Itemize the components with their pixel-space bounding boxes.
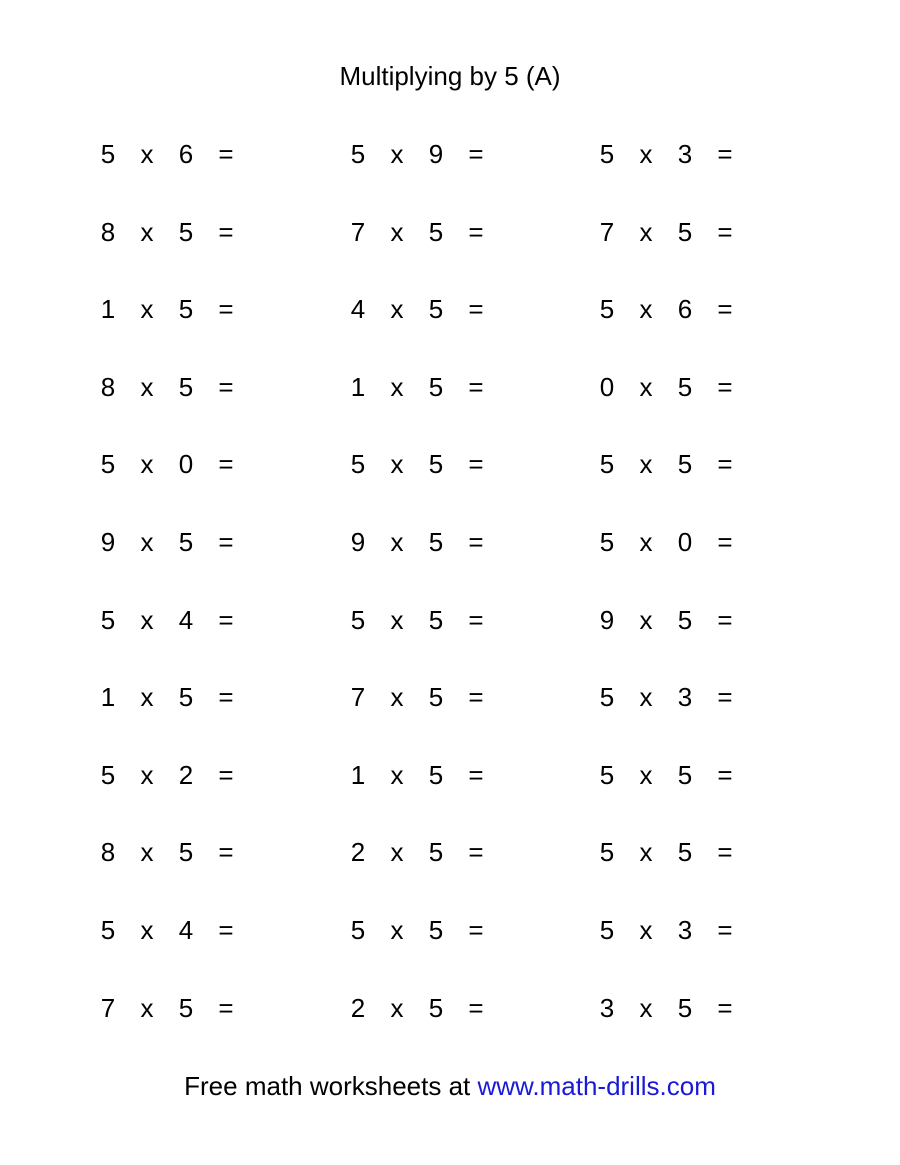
operand-b: 5 bbox=[178, 371, 194, 402]
equals-sign: = bbox=[218, 682, 234, 713]
operand-b: 0 bbox=[677, 526, 693, 557]
equals-sign: = bbox=[468, 139, 484, 169]
operand-b: 5 bbox=[178, 216, 194, 247]
operand-b: 6 bbox=[677, 294, 693, 325]
operand-b: 5 bbox=[428, 449, 444, 480]
operand-a: 2 bbox=[350, 992, 366, 1023]
equals-sign: = bbox=[218, 526, 234, 557]
operand-a: 2 bbox=[350, 837, 366, 868]
operator: x bbox=[390, 914, 404, 945]
operator: x bbox=[140, 914, 154, 945]
operator: x bbox=[140, 682, 154, 713]
equals-sign: = bbox=[468, 371, 484, 402]
operand-b: 5 bbox=[677, 371, 693, 402]
operand-a: 9 bbox=[100, 526, 116, 557]
operand-b: 3 bbox=[677, 914, 693, 945]
operator: x bbox=[639, 604, 653, 635]
operand-a: 9 bbox=[350, 526, 366, 557]
operator: x bbox=[390, 371, 404, 402]
operator: x bbox=[140, 526, 154, 557]
operator: x bbox=[390, 139, 404, 169]
equals-sign: = bbox=[717, 914, 733, 945]
operator: x bbox=[390, 449, 404, 480]
operator: x bbox=[639, 139, 653, 169]
equals-sign: = bbox=[468, 837, 484, 868]
footer-link[interactable]: www.math-drills.com bbox=[477, 1071, 716, 1101]
worksheet-title: Multiplying by 5 (A) bbox=[339, 61, 561, 91]
operand-b: 5 bbox=[428, 526, 444, 557]
equals-sign: = bbox=[218, 216, 234, 247]
operator: x bbox=[639, 449, 653, 480]
equals-sign: = bbox=[468, 914, 484, 945]
operand-b: 5 bbox=[428, 371, 444, 402]
equals-sign: = bbox=[717, 294, 733, 325]
equals-sign: = bbox=[468, 449, 484, 480]
operand-b: 5 bbox=[428, 759, 444, 790]
equals-sign: = bbox=[717, 139, 733, 169]
operand-b: 5 bbox=[178, 294, 194, 325]
equals-sign: = bbox=[717, 449, 733, 480]
operator: x bbox=[140, 294, 154, 325]
operand-a: 1 bbox=[100, 294, 116, 325]
operand-b: 5 bbox=[428, 914, 444, 945]
operand-a: 5 bbox=[599, 449, 615, 480]
operand-a: 3 bbox=[599, 992, 615, 1023]
operand-b: 5 bbox=[677, 837, 693, 868]
equals-sign: = bbox=[218, 371, 234, 402]
operator: x bbox=[639, 837, 653, 868]
operand-a: 5 bbox=[599, 914, 615, 945]
problem-grid bbox=[0, 136, 900, 1067]
operator: x bbox=[140, 759, 154, 790]
operand-b: 4 bbox=[178, 914, 194, 945]
equals-sign: = bbox=[717, 837, 733, 868]
operator: x bbox=[390, 992, 404, 1023]
problem-row bbox=[0, 602, 900, 680]
operand-b: 5 bbox=[428, 294, 444, 325]
operator: x bbox=[639, 914, 653, 945]
operator: x bbox=[140, 371, 154, 402]
operator: x bbox=[639, 216, 653, 247]
operand-b: 5 bbox=[677, 604, 693, 635]
equals-sign: = bbox=[218, 294, 234, 325]
equals-sign: = bbox=[468, 604, 484, 635]
operator: x bbox=[639, 294, 653, 325]
equals-sign: = bbox=[717, 759, 733, 790]
operator: x bbox=[390, 526, 404, 557]
operand-b: 5 bbox=[178, 526, 194, 557]
operand-b: 2 bbox=[178, 759, 194, 790]
equals-sign: = bbox=[218, 139, 234, 169]
operand-a: 5 bbox=[599, 294, 615, 325]
operand-b: 5 bbox=[428, 682, 444, 713]
operand-a: 0 bbox=[599, 371, 615, 402]
problem-row bbox=[0, 912, 900, 990]
operand-a: 5 bbox=[350, 139, 366, 169]
operand-a: 9 bbox=[599, 604, 615, 635]
equals-sign: = bbox=[218, 837, 234, 868]
operand-b: 5 bbox=[677, 992, 693, 1023]
operand-a: 1 bbox=[100, 682, 116, 713]
operand-a: 8 bbox=[100, 216, 116, 247]
operator: x bbox=[140, 139, 154, 169]
operand-a: 5 bbox=[350, 449, 366, 480]
operand-a: 5 bbox=[100, 604, 116, 635]
operator: x bbox=[390, 216, 404, 247]
operator: x bbox=[639, 371, 653, 402]
operand-a: 7 bbox=[599, 216, 615, 247]
operand-b: 5 bbox=[428, 216, 444, 247]
equals-sign: = bbox=[717, 682, 733, 713]
operand-a: 1 bbox=[350, 759, 366, 790]
operand-a: 5 bbox=[100, 759, 116, 790]
operand-b: 9 bbox=[428, 139, 444, 169]
equals-sign: = bbox=[218, 992, 234, 1023]
equals-sign: = bbox=[468, 294, 484, 325]
operator: x bbox=[140, 604, 154, 635]
operand-a: 5 bbox=[599, 139, 615, 169]
operand-a: 7 bbox=[350, 216, 366, 247]
equals-sign: = bbox=[218, 604, 234, 635]
operand-a: 5 bbox=[599, 759, 615, 790]
operand-a: 8 bbox=[100, 837, 116, 868]
operand-a: 5 bbox=[599, 837, 615, 868]
operator: x bbox=[639, 759, 653, 790]
operator: x bbox=[639, 992, 653, 1023]
equals-sign: = bbox=[218, 449, 234, 480]
footer bbox=[0, 1068, 900, 1104]
operand-a: 5 bbox=[599, 682, 615, 713]
operator: x bbox=[639, 526, 653, 557]
operand-b: 5 bbox=[428, 604, 444, 635]
operator: x bbox=[390, 837, 404, 868]
problem-row bbox=[0, 291, 900, 369]
operand-a: 5 bbox=[350, 914, 366, 945]
operator: x bbox=[390, 682, 404, 713]
operand-a: 5 bbox=[599, 526, 615, 557]
operator: x bbox=[140, 216, 154, 247]
operand-b: 4 bbox=[178, 604, 194, 635]
operator: x bbox=[140, 992, 154, 1023]
equals-sign: = bbox=[717, 526, 733, 557]
operand-a: 5 bbox=[100, 914, 116, 945]
operator: x bbox=[140, 449, 154, 480]
operand-b: 0 bbox=[178, 449, 194, 480]
operand-a: 1 bbox=[350, 371, 366, 402]
problem-row bbox=[0, 679, 900, 757]
problem-row bbox=[0, 214, 900, 292]
operator: x bbox=[390, 759, 404, 790]
equals-sign: = bbox=[717, 992, 733, 1023]
operand-b: 5 bbox=[677, 759, 693, 790]
problem-row bbox=[0, 990, 900, 1068]
operator: x bbox=[390, 604, 404, 635]
operator: x bbox=[390, 294, 404, 325]
operand-b: 5 bbox=[428, 837, 444, 868]
equals-sign: = bbox=[468, 759, 484, 790]
operand-b: 5 bbox=[178, 992, 194, 1023]
operand-b: 5 bbox=[178, 682, 194, 713]
equals-sign: = bbox=[468, 216, 484, 247]
operand-a: 7 bbox=[350, 682, 366, 713]
footer-text: Free math worksheets at bbox=[184, 1071, 478, 1101]
problem-row bbox=[0, 369, 900, 447]
problem-row bbox=[0, 446, 900, 524]
problem-row bbox=[0, 757, 900, 835]
equals-sign: = bbox=[468, 992, 484, 1023]
operand-b: 5 bbox=[677, 216, 693, 247]
equals-sign: = bbox=[218, 914, 234, 945]
operand-b: 5 bbox=[677, 449, 693, 480]
operand-a: 4 bbox=[350, 294, 366, 325]
operand-a: 5 bbox=[100, 449, 116, 480]
operand-b: 5 bbox=[178, 837, 194, 868]
operator: x bbox=[639, 682, 653, 713]
equals-sign: = bbox=[218, 759, 234, 790]
operand-b: 5 bbox=[428, 992, 444, 1023]
operand-b: 6 bbox=[178, 139, 194, 169]
operand-a: 8 bbox=[100, 371, 116, 402]
equals-sign: = bbox=[468, 526, 484, 557]
equals-sign: = bbox=[468, 682, 484, 713]
equals-sign: = bbox=[717, 216, 733, 247]
problem-row bbox=[0, 524, 900, 602]
operand-b: 3 bbox=[677, 139, 693, 169]
operator: x bbox=[140, 837, 154, 868]
equals-sign: = bbox=[717, 371, 733, 402]
operand-b: 3 bbox=[677, 682, 693, 713]
problem-row bbox=[0, 136, 900, 214]
operand-a: 7 bbox=[100, 992, 116, 1023]
equals-sign: = bbox=[717, 604, 733, 635]
operand-a: 5 bbox=[100, 139, 116, 169]
problem-row bbox=[0, 834, 900, 912]
operand-a: 5 bbox=[350, 604, 366, 635]
